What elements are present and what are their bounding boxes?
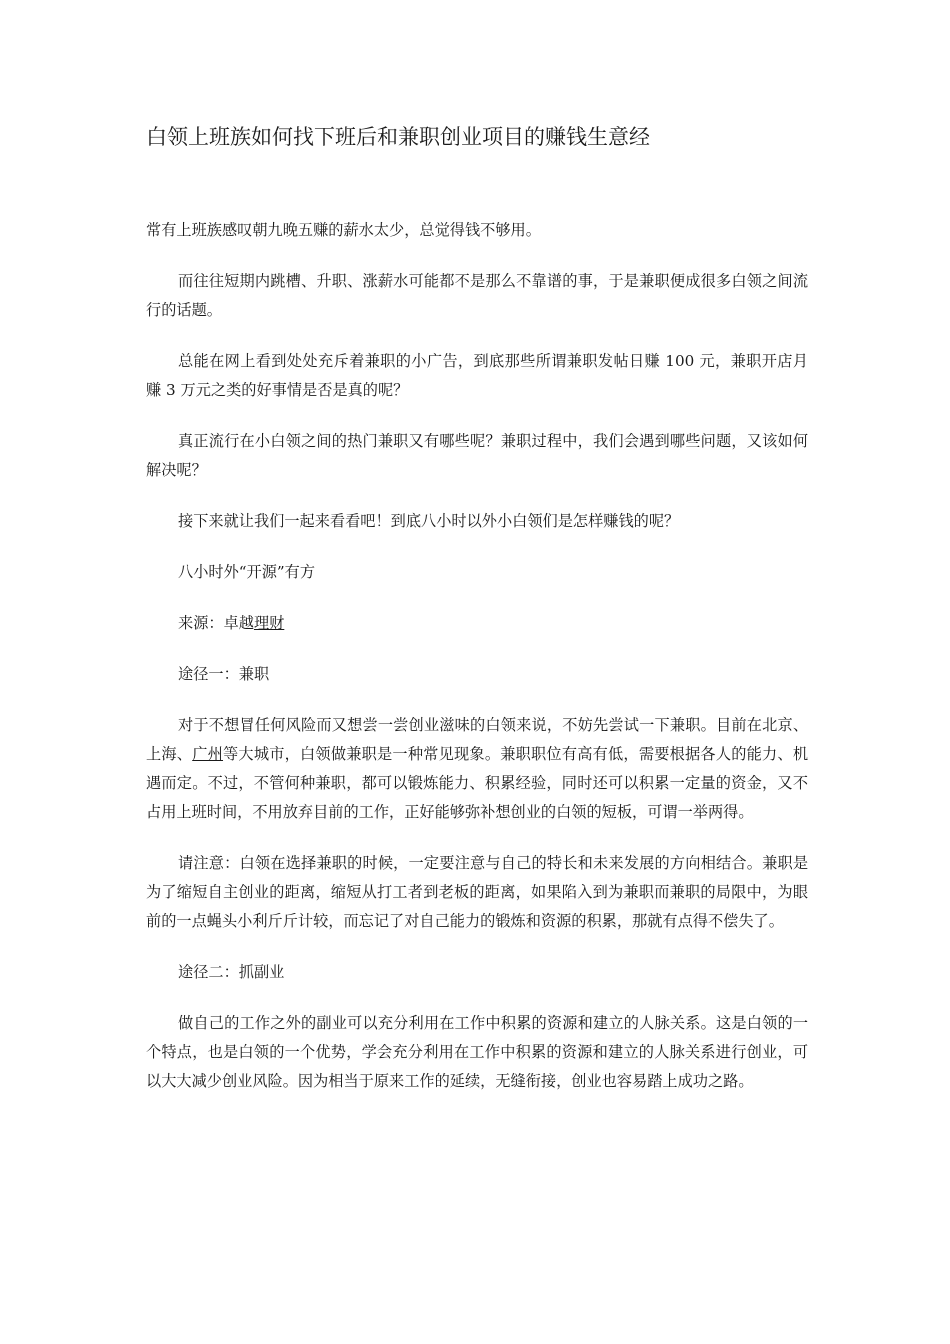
source-link-finance[interactable]: 理财: [253, 614, 285, 632]
document-body: [146, 216, 808, 1118]
paragraph-side-business: 做自己的工作之外的副业可以充分利用在工作中积累的资源和建立的人脉关系。这是白领的一个特点，也是白领的一个优势，学会充分利用在工作中积累的资源和建立的人脉关系进行创业，可以大大减少创业风险。因为相当于原来工作的延续，无缝衔接，创业也容易踏上成功之路。: [146, 1014, 808, 1090]
paragraph-ads: 总能在网上看到处处充斥着兼职的小广告，到底那些所谓兼职发帖日赚 100 元，兼职开店月赚 3 万元之类的好事情是否是真的呢？: [146, 352, 808, 399]
paragraph-questions: 真正流行在小白领之间的热门兼职又有哪些呢？兼职过程中，我们会遇到哪些问题，又该如何解决呢？: [146, 432, 808, 479]
link-guangzhou[interactable]: 广州: [192, 745, 224, 763]
source-line: [146, 609, 808, 638]
document-title: 白领上班族如何找下班后和兼职创业项目的赚钱生意经: [146, 125, 650, 149]
paragraph-part-time-b: 等大城市，白领做兼职是一种常见现象。兼职职位有高有低，需要根据各人的能力、机遇而定。不过，不管何种兼职，都可以锻炼能力、积累经验，同时还可以积累一定量的资金，又不占用上班时间，不用放弃目前的工作，正好能够弥补想创业的白领的短板，可谓一举两得。: [146, 745, 809, 821]
paragraph-job-hopping: 而往往短期内跳槽、升职、涨薪水可能都不是那么不靠谱的事，于是兼职便成很多白领之间流行的话题。: [146, 272, 808, 319]
paragraph-lets-see: 接下来就让我们一起来看看吧！到底八小时以外小白领们是怎样赚钱的呢？: [178, 512, 680, 530]
section-heading-open-source: 八小时外“开源”有方: [178, 563, 316, 581]
route2-heading: 途径二：抓副业: [178, 963, 285, 981]
paragraph-intro: 常有上班族感叹朝九晚五赚的薪水太少，总觉得钱不够用。: [146, 221, 541, 239]
paragraph-notice: 请注意：白领在选择兼职的时候，一定要注意与自己的特长和未来发展的方向相结合。兼职是为了缩短自主创业的距离，缩短从打工者到老板的距离，如果陷入到为兼职而兼职的局限中，为眼前的一点蝇头小利斤斤计较，而忘记了对自己能力的锻炼和资源的积累，那就有点得不偿失了。: [146, 854, 808, 930]
paragraph-part-time-a: 对于不想冒任何风险而又想尝一尝创业滋味的白领来说，不妨先尝试一下兼职。目前在北京、上海、: [146, 716, 808, 763]
route1-heading: 途径一：兼职: [178, 665, 270, 683]
source-prefix: 来源：卓越: [178, 614, 254, 632]
paragraph-part-time: [146, 711, 808, 827]
